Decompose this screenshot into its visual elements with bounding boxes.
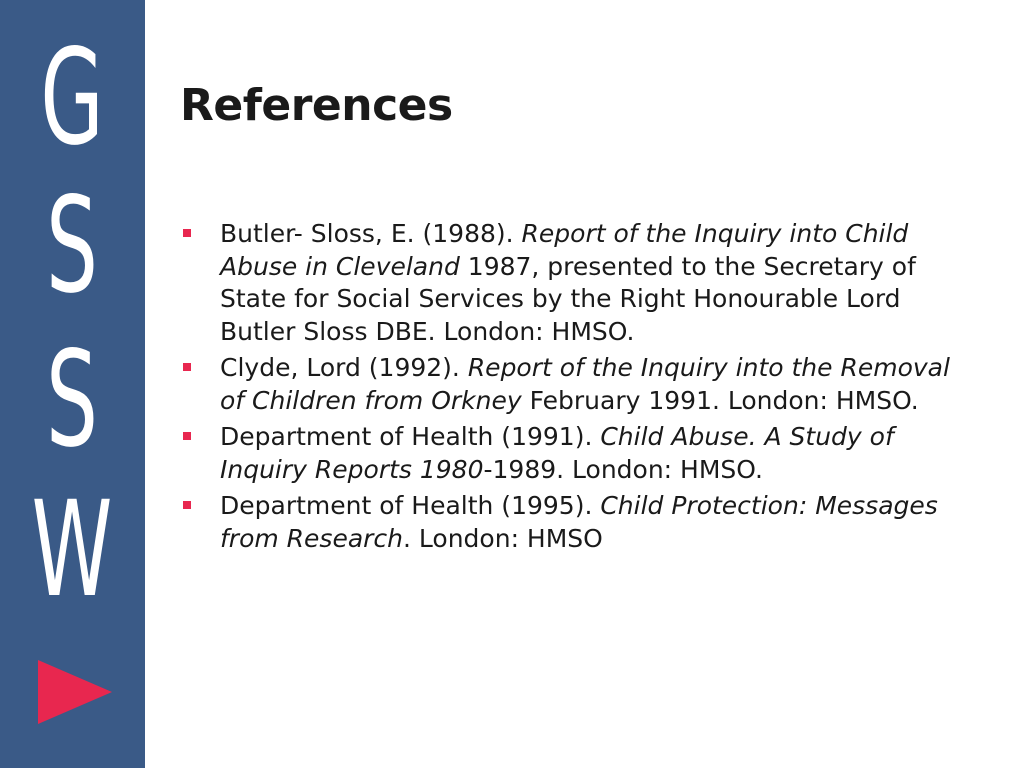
reference-author: Department of Health (1995). [220,491,601,520]
reference-title: Report of the Inquiry into the Removal of Children from Orkney [220,353,950,415]
logo-letter-w: W [31,473,113,627]
reference-details: . London: HMSO [403,523,603,553]
reference-item [180,352,980,417]
logo-letter-g: G [40,21,104,175]
reference-details: February 1991. London: HMSO. [521,385,919,415]
reference-title: Child Protection: Messages from Research [220,491,938,553]
reference-details: -1989. London: HMSO. [483,454,763,484]
reference-item [180,218,980,348]
reference-author: Butler- Sloss, E. (1988). [220,219,522,248]
gssw-logo-sidebar [0,0,145,768]
reference-item [180,421,980,486]
reference-author: Department of Health (1991). [220,422,601,451]
logo-letter-s: S [46,169,98,323]
reference-details: 1987, presented to the Secretary of State for Social Services by the Right Honourable Lord Butler Sloss DBE. London: HMSO. [220,251,916,346]
square-bullet-icon [183,432,191,440]
square-bullet-icon [183,229,191,237]
reference-title: Report of the Inquiry into Child Abuse in Cleveland [220,219,909,281]
reference-list [180,218,980,559]
logo-letter-s: S [46,323,98,477]
square-bullet-icon [183,363,191,371]
reference-author: Clyde, Lord (1992). [220,353,468,382]
play-arrow-icon [38,660,112,724]
reference-item [180,490,980,555]
reference-title: Child Abuse. A Study of Inquiry Reports 1980 [220,422,894,484]
square-bullet-icon [183,501,191,509]
page-title: References [180,80,453,131]
